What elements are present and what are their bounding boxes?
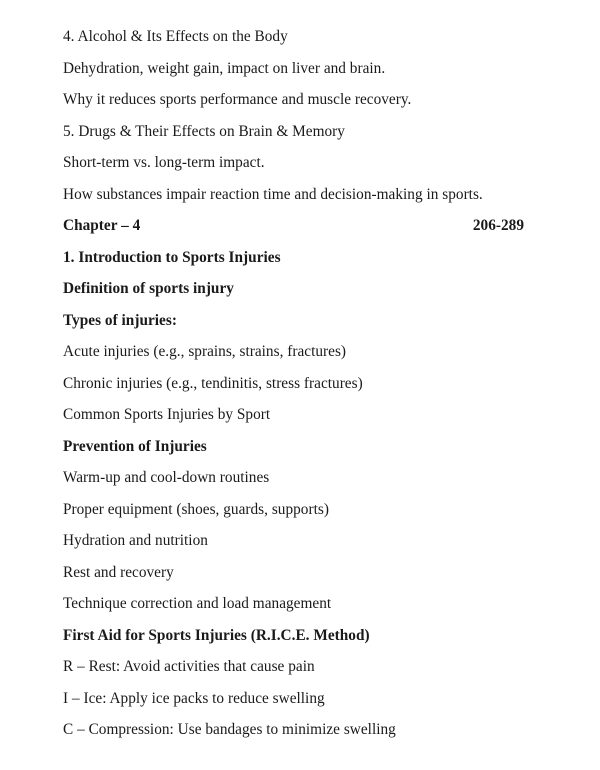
text-line: Definition of sports injury xyxy=(63,280,234,297)
text-line: First Aid for Sports Injuries (R.I.C.E. Method) xyxy=(63,626,370,644)
chapter-heading-row xyxy=(63,210,524,242)
chapter-title: Chapter – 4 xyxy=(63,217,141,234)
chapter-page-range: 206-289 xyxy=(472,217,524,234)
text-line: Common Sports Injuries by Sport xyxy=(63,406,271,423)
text-line: How substances impair reaction time and decision-making in sports. xyxy=(63,185,483,203)
text-line: Chronic injuries (e.g., tendinitis, stress fractures) xyxy=(63,374,363,392)
text-line: Hydration and nutrition xyxy=(63,532,208,549)
text-line: Short-term vs. long-term impact. xyxy=(63,154,265,171)
text-line: 1. Introduction to Sports Injuries xyxy=(63,248,281,266)
text-line: Proper equipment (shoes, guards, supports) xyxy=(63,500,329,518)
text-line: C – Compression: Use bandages to minimize swelling xyxy=(63,721,396,738)
text-line: Types of injuries: xyxy=(63,311,177,329)
text-line: Technique correction and load management xyxy=(63,595,332,612)
document-text-body xyxy=(63,21,537,746)
text-line: Warm-up and cool-down routines xyxy=(63,469,270,486)
text-line: Rest and recovery xyxy=(63,563,174,581)
text-line: 4. Alcohol & Its Effects on the Body xyxy=(63,28,288,45)
text-line: Why it reduces sports performance and muscle recovery. xyxy=(63,91,412,108)
text-line: R – Rest: Avoid activities that cause pain xyxy=(63,658,315,675)
text-line: Dehydration, weight gain, impact on liver and brain. xyxy=(63,59,386,77)
text-line: Prevention of Injuries xyxy=(63,437,207,455)
text-line: Acute injuries (e.g., sprains, strains, fractures) xyxy=(63,343,347,360)
text-line: 5. Drugs & Their Effects on Brain & Memory xyxy=(63,122,345,140)
text-line: I – Ice: Apply ice packs to reduce swelling xyxy=(63,689,325,707)
